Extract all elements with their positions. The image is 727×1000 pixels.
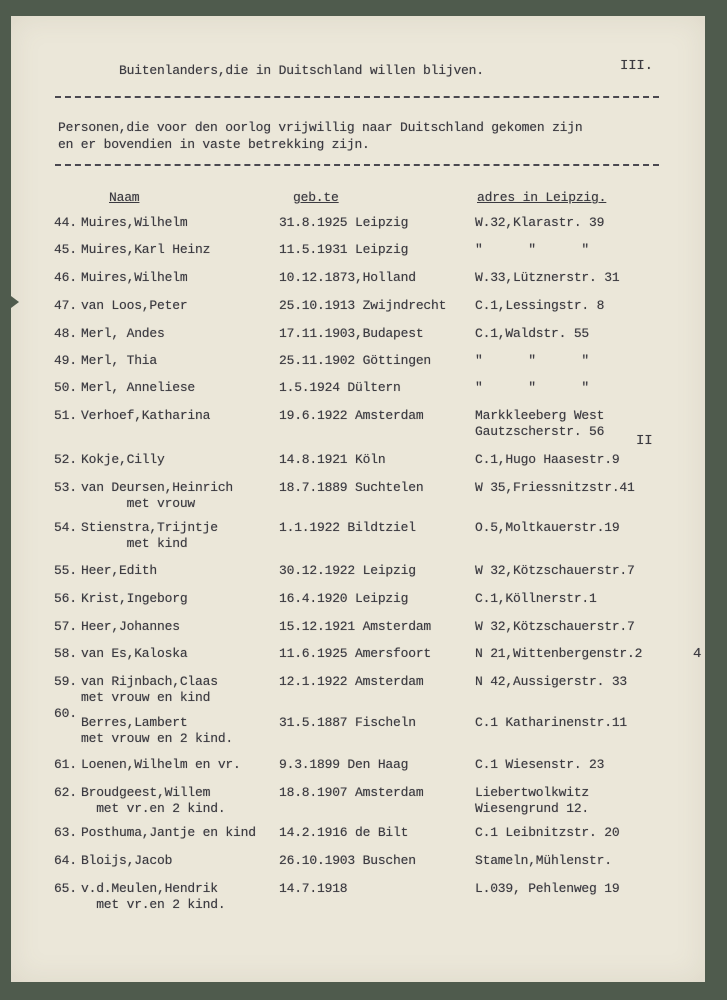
row-number: 57. — [54, 619, 77, 634]
row-number: 49. — [54, 353, 77, 368]
person-name: Muires,Karl Heinz — [81, 242, 211, 257]
birth-date-place: 10.12.1873,Holland — [279, 270, 416, 285]
document-page — [11, 16, 705, 982]
birth-date-place: 18.8.1907 Amsterdam — [279, 785, 424, 800]
person-name: Berres,Lambert met vrouw en 2 kind. — [81, 715, 234, 746]
person-name: Heer,Johannes — [81, 619, 180, 634]
address: Liebertwolkwitz Wiesengrund 12. — [475, 785, 590, 816]
row-number: 45. — [54, 242, 77, 257]
row-number: 63. — [54, 825, 77, 840]
intro-line-2: en er bovendien in vaste betrekking zijn. — [58, 137, 370, 152]
person-name: van Deursen,Heinrich met vrouw — [81, 480, 234, 511]
row-number: 65. — [54, 881, 77, 896]
address: C.1 Katharinenstr.11 — [475, 715, 628, 730]
address: C.1,Köllnerstr.1 — [475, 591, 597, 606]
birth-date-place: 16.4.1920 Leipzig — [279, 591, 409, 606]
birth-date-place: 30.12.1922 Leipzig — [279, 563, 416, 578]
birth-date-place: 31.8.1925 Leipzig — [279, 215, 409, 230]
person-name: Stienstra,Trijntje met kind — [81, 520, 218, 551]
row-number: 61. — [54, 757, 77, 772]
address: " " " — [475, 353, 590, 368]
row-number: 59. — [54, 674, 77, 689]
row-number: 55. — [54, 563, 77, 578]
person-name: Kokje,Cilly — [81, 452, 165, 467]
person-name: Merl, Anneliese — [81, 380, 196, 395]
dashed-divider — [55, 164, 659, 166]
row-number: 58. — [54, 646, 77, 661]
row-number: 44. — [54, 215, 77, 230]
birth-date-place: 19.6.1922 Amsterdam — [279, 408, 424, 423]
address: O.5,Moltkauerstr.19 — [475, 520, 620, 535]
person-name: van Loos,Peter — [81, 298, 188, 313]
birth-date-place: 11.5.1931 Leipzig — [279, 242, 409, 257]
margin-note: II — [636, 433, 653, 449]
address: W.32,Klarastr. 39 — [475, 215, 605, 230]
birth-date-place: 18.7.1889 Suchtelen — [279, 480, 424, 495]
row-number: 56. — [54, 591, 77, 606]
column-header-address: adres in Leipzig. — [477, 190, 607, 205]
person-name: Verhoef,Katharina — [81, 408, 211, 423]
address: " " " — [475, 242, 590, 257]
row-number: 53. — [54, 480, 77, 495]
row-number: 62. — [54, 785, 77, 800]
column-header-name: Naam — [109, 190, 140, 205]
address: Stameln,Mühlenstr. — [475, 853, 612, 868]
row-number: 48. — [54, 326, 77, 341]
person-name: Muires,Wilhelm — [81, 215, 188, 230]
person-name: Heer,Edith — [81, 563, 158, 578]
row-number: 54. — [54, 520, 77, 535]
birth-date-place: 31.5.1887 Fischeln — [279, 715, 416, 730]
person-name: v.d.Meulen,Hendrik met vr.en 2 kind. — [81, 881, 226, 912]
address: Markkleeberg West Gautzscherstr. 56 — [475, 408, 605, 439]
intro-line-1: Personen,die voor den oorlog vrijwillig naar Duitschland gekomen zijn — [58, 120, 583, 135]
address: N 21,Wittenbergenstr.2 — [475, 646, 643, 661]
person-name: Broudgeest,Willem met vr.en 2 kind. — [81, 785, 226, 816]
dashed-divider — [55, 96, 659, 98]
row-number: 64. — [54, 853, 77, 868]
address: C.1,Lessingstr. 8 — [475, 298, 605, 313]
person-name: Merl, Thia — [81, 353, 158, 368]
person-name: van Es,Kaloska — [81, 646, 188, 661]
address: L.039, Pehlenweg 19 — [475, 881, 620, 896]
birth-date-place: 1.5.1924 Dültern — [279, 380, 401, 395]
person-name: Merl, Andes — [81, 326, 165, 341]
row-number: 50. — [54, 380, 77, 395]
address: W.33,Lütznerstr. 31 — [475, 270, 620, 285]
birth-date-place: 11.6.1925 Amersfoort — [279, 646, 432, 661]
birth-date-place: 26.10.1903 Buschen — [279, 853, 416, 868]
birth-date-place: 17.11.1903,Budapest — [279, 326, 424, 341]
row-number: 52. — [54, 452, 77, 467]
address: W 35,Friessnitzstr.41 — [475, 480, 635, 495]
birth-date-place: 14.7.1918 — [279, 881, 348, 896]
birth-date-place: 1.1.1922 Bildtziel — [279, 520, 416, 535]
person-name: Bloijs,Jacob — [81, 853, 173, 868]
row-number: 46. — [54, 270, 77, 285]
person-name: Krist,Ingeborg — [81, 591, 188, 606]
column-header-birth: geb.te — [293, 190, 339, 205]
birth-date-place: 25.10.1913 Zwijndrecht — [279, 298, 447, 313]
margin-note: 4 — [693, 646, 702, 662]
address: C.1 Wiesenstr. 23 — [475, 757, 605, 772]
intro-text — [58, 119, 583, 153]
person-name: Muires,Wilhelm — [81, 270, 188, 285]
birth-date-place: 12.1.1922 Amsterdam — [279, 674, 424, 689]
birth-date-place: 15.12.1921 Amsterdam — [279, 619, 432, 634]
row-number: 51. — [54, 408, 77, 423]
address: N 42,Aussigerstr. 33 — [475, 674, 628, 689]
address: W 32,Kötzschauerstr.7 — [475, 563, 635, 578]
address: W 32,Kötzschauerstr.7 — [475, 619, 635, 634]
person-name: Posthuma,Jantje en kind — [81, 825, 256, 840]
birth-date-place: 25.11.1902 Göttingen — [279, 353, 432, 368]
address: C.1,Waldstr. 55 — [475, 326, 590, 341]
person-name: van Rijnbach,Claas met vrouw en kind — [81, 674, 218, 705]
page-number: III. — [620, 58, 653, 74]
birth-date-place: 14.8.1921 Köln — [279, 452, 386, 467]
row-number: 60. — [54, 706, 77, 721]
address: " " " — [475, 380, 590, 395]
address: C.1 Leibnitzstr. 20 — [475, 825, 620, 840]
document-title: Buitenlanders,die in Duitschland willen blijven. — [119, 63, 484, 78]
address: C.1,Hugo Haasestr.9 — [475, 452, 620, 467]
row-number: 47. — [54, 298, 77, 313]
person-name: Loenen,Wilhelm en vr. — [81, 757, 241, 772]
birth-date-place: 14.2.1916 de Bilt — [279, 825, 409, 840]
birth-date-place: 9.3.1899 Den Haag — [279, 757, 409, 772]
